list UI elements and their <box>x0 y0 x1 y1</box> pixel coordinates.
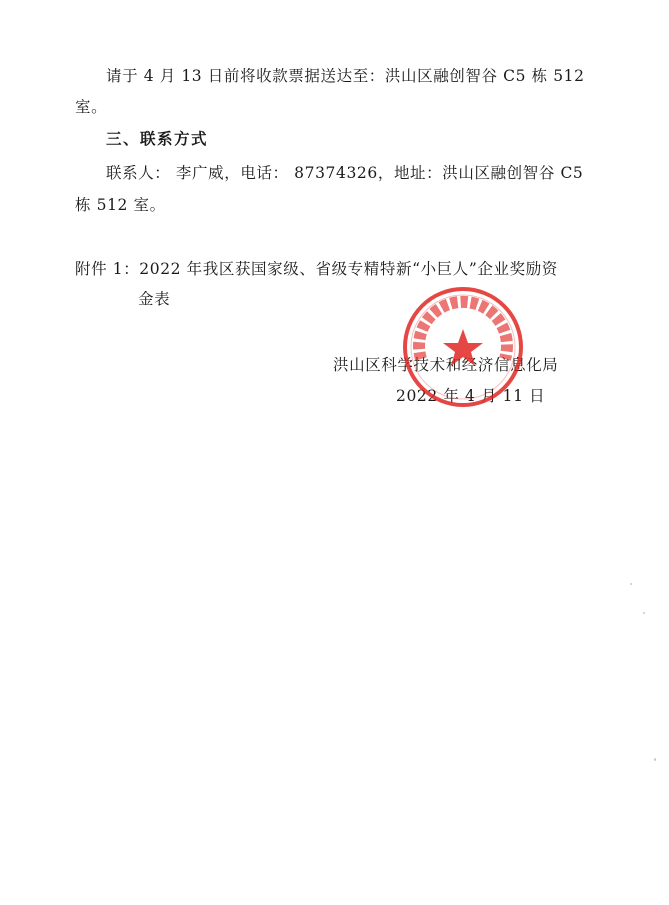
seal-graphic <box>401 285 525 409</box>
payment-receipt-instruction-line1: 请于 4 月 13 日前将收款票据送达至：洪山区融创智谷 C5 栋 512 <box>106 67 585 85</box>
contact-info-line2: 栋 512 室。 <box>75 196 166 214</box>
attachment-line1: 附件 1：2022 年我区获国家级、省级专精特新“小巨人”企业奖励资 <box>75 260 558 278</box>
payment-receipt-instruction-line2: 室。 <box>75 98 108 116</box>
scan-speck <box>643 612 645 614</box>
issue-date: 2022 年 4 月 11 日 <box>396 387 546 405</box>
scan-speck <box>654 758 656 761</box>
official-seal <box>401 285 525 409</box>
scan-speck <box>630 583 632 585</box>
section-heading-contact: 三、联系方式 <box>106 130 209 148</box>
issuer-name: 洪山区科学技术和经济信息化局 <box>333 356 559 374</box>
seal-star-icon <box>443 329 483 366</box>
contact-info-line1: 联系人： 李广威，电话： 87374326，地址：洪山区融创智谷 C5 <box>106 164 584 182</box>
attachment-line2: 金表 <box>138 290 171 308</box>
